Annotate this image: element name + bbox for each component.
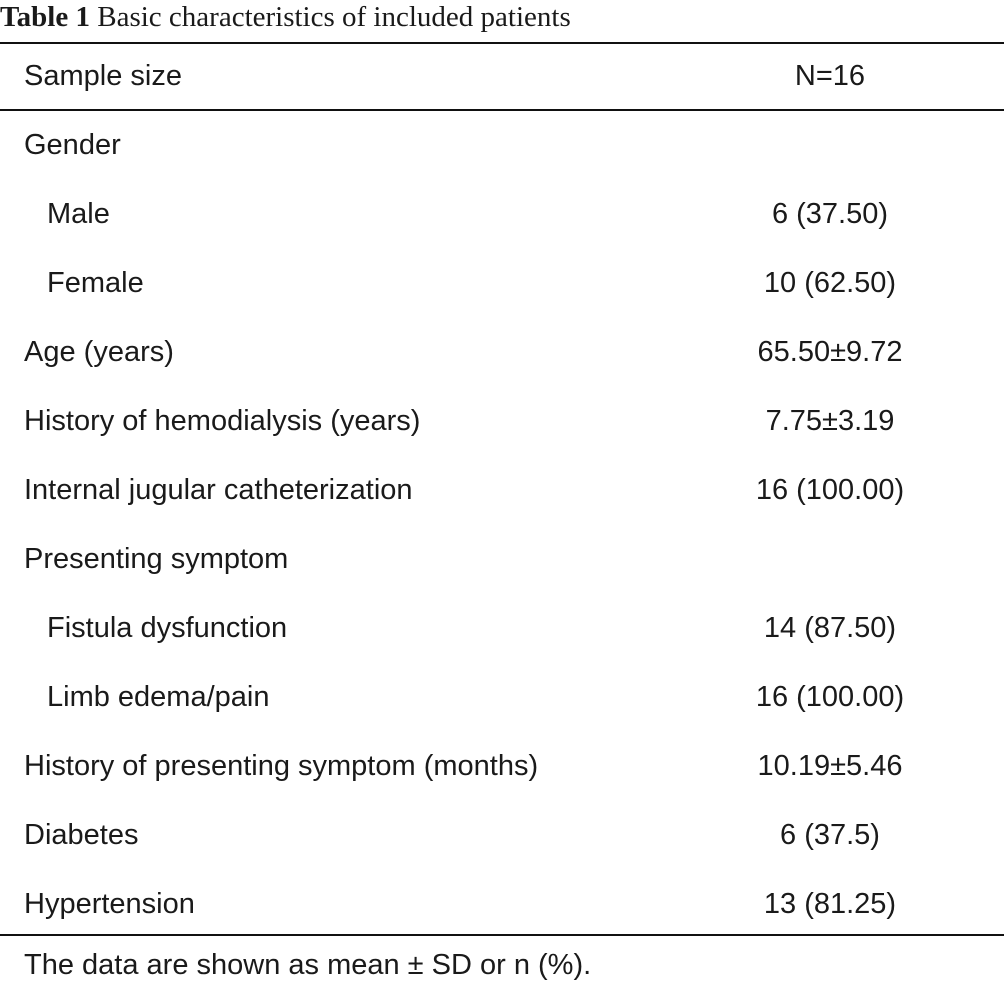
row-label: History of presenting symptom (months) — [24, 750, 539, 782]
table-row — [0, 525, 1004, 594]
row-label: Male — [47, 198, 110, 230]
table-row — [0, 594, 1004, 663]
table-row — [0, 456, 1004, 525]
row-value: 65.50±9.72 — [757, 336, 903, 368]
table-caption-title: Basic characteristics of included patients — [97, 1, 571, 33]
row-value: 6 (37.5) — [780, 819, 880, 851]
row-value: 13 (81.25) — [763, 888, 897, 920]
table-caption — [0, 0, 571, 34]
table-row — [0, 249, 1004, 318]
row-label: History of hemodialysis (years) — [24, 405, 421, 437]
table-header-row — [0, 43, 1004, 110]
row-value: 7.75±3.19 — [765, 405, 895, 437]
row-value — [730, 111, 930, 180]
row-label: Presenting symptom — [24, 543, 289, 575]
table-caption-label: Table 1 — [0, 1, 90, 33]
table-row — [0, 111, 1004, 180]
table-row — [0, 180, 1004, 249]
row-value: 10 (62.50) — [763, 267, 897, 299]
table-row — [0, 870, 1004, 939]
row-value: 14 (87.50) — [763, 612, 897, 644]
row-value — [730, 525, 930, 594]
table-row — [0, 387, 1004, 456]
row-label: Age (years) — [24, 336, 174, 368]
table-row — [0, 318, 1004, 387]
table-row — [0, 801, 1004, 870]
row-label: Female — [47, 267, 144, 299]
table-row — [0, 663, 1004, 732]
row-label: Diabetes — [24, 819, 139, 851]
table-bottom-rule — [0, 934, 1004, 936]
row-label: Fistula dysfunction — [47, 612, 288, 644]
table-footnote: The data are shown as mean ± SD or n (%). — [24, 949, 592, 981]
table-row — [0, 732, 1004, 801]
row-value: 10.19±5.46 — [757, 750, 903, 782]
row-value: 16 (100.00) — [755, 681, 905, 713]
row-value: 6 (37.50) — [771, 198, 889, 230]
row-label: Hypertension — [24, 888, 195, 920]
row-label: Gender — [24, 129, 121, 161]
header-value: N=16 — [794, 60, 866, 92]
row-label: Limb edema/pain — [47, 681, 270, 713]
row-label: Internal jugular catheterization — [24, 474, 413, 506]
row-value: 16 (100.00) — [755, 474, 905, 506]
header-label: Sample size — [24, 60, 182, 92]
